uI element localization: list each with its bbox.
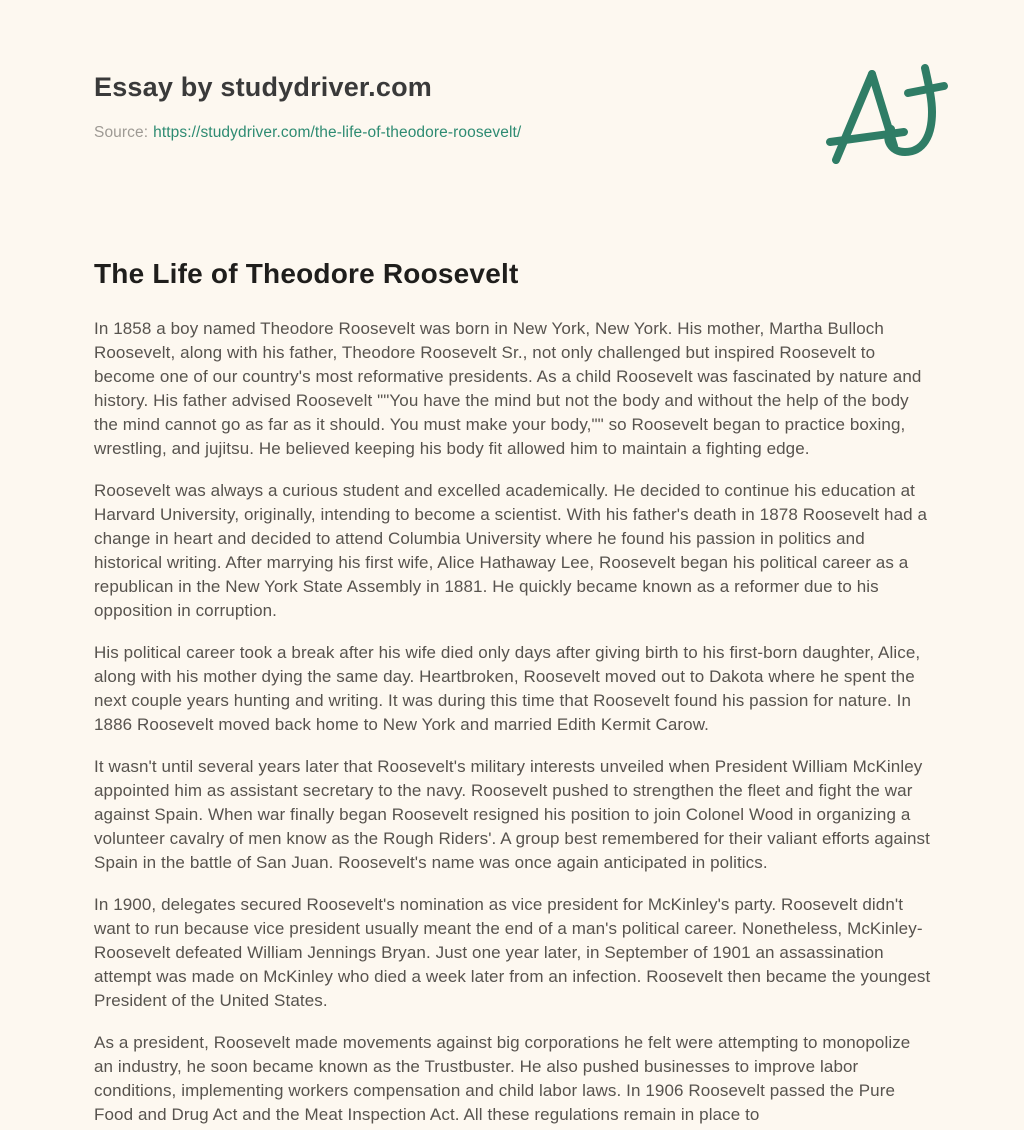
source-url-link[interactable]: https://studydriver.com/the-life-of-theodore-roosevelt/ bbox=[153, 124, 522, 141]
essay-paragraph-2: Roosevelt was always a curious student and excelled academically. He decided to continue his education at Harvard University, originally, intending to become a scientist. With his father's death in 1878 Roosevelt had a change in heart and decided to attend Columbia University where he found his passion in politics and historical writing. After marrying his first wife, Alice Hathaway Lee, Roosevelt began his political career as a republican in the New York State Assembly in 1881. He quickly became known as a reformer due to his opposition in corruption. bbox=[94, 481, 928, 620]
essay-paragraph-4: It wasn't until several years later that Roosevelt's military interests unveiled when President William McKinley appointed him as assistant secretary to the navy. Roosevelt pushed to strengthen the fleet and fight the war against Spain. When war finally began Roosevelt resigned his position to join Colonel Wood in organizing a volunteer cavalry of men know as the Rough Riders'. A group best remembered for their valiant efforts against Spain in the battle of San Juan. Roosevelt's name was once again anticipated in politics. bbox=[94, 757, 930, 872]
site-heading: Essay by studydriver.com bbox=[94, 72, 432, 102]
essay-paragraph-5: In 1900, delegates secured Roosevelt's nomination as vice president for McKinley's party. Roosevelt didn't want to run because vice president usually meant the end of a man's political career. Nonetheless, McKinley-Roosevelt defeated William Jennings Bryan. Just one year later, in September of 1901 an assassination attempt was made on McKinley who died a week later from an infection. Roosevelt then became the youngest President of the United States. bbox=[94, 895, 931, 1010]
essay-paragraph-3: His political career took a break after his wife died only days after giving birth to his first-born daughter, Alice, along with his mother dying the same day. Heartbroken, Roosevelt moved out to Dakota where he spent the next couple years hunting and writing. It was during this time that Roosevelt found his passion for nature. In 1886 Roosevelt moved back home to New York and married Edith Kermit Carow. bbox=[94, 643, 921, 734]
studydriver-logo bbox=[826, 60, 950, 168]
essay-paragraph-6: As a president, Roosevelt made movements against big corporations he felt were attempting to monopolize an industry, he soon became known as the Trustbuster. He also pushed businesses to improve labor conditions, implementing workers compensation and child labor laws. In 1906 Roosevelt passed the Pure Food and Drug Act and the Meat Inspection Act. All these regulations remain in place to bbox=[94, 1033, 911, 1124]
source-label: Source: bbox=[94, 124, 149, 141]
essay-title: The Life of Theodore Roosevelt bbox=[94, 258, 519, 289]
a-plus-logo-icon bbox=[826, 60, 950, 168]
source-line bbox=[94, 124, 521, 142]
essay-paragraph-1: In 1858 a boy named Theodore Roosevelt was born in New York, New York. His mother, Martha Bulloch Roosevelt, along with his father, Theodore Roosevelt Sr., not only challenged but inspired Roosevelt to become one of our country's most reformative presidents. As a child Roosevelt was fascinated by nature and history. His father advised Roosevelt ""You have the mind but not the body and without the help of the body the mind cannot go as far as it should. You must make your body,"" so Roosevelt began to practice boxing, wrestling, and jujitsu. He believed keeping his body fit allowed him to maintain a fighting edge. bbox=[94, 319, 922, 458]
essay-article bbox=[94, 258, 932, 1130]
